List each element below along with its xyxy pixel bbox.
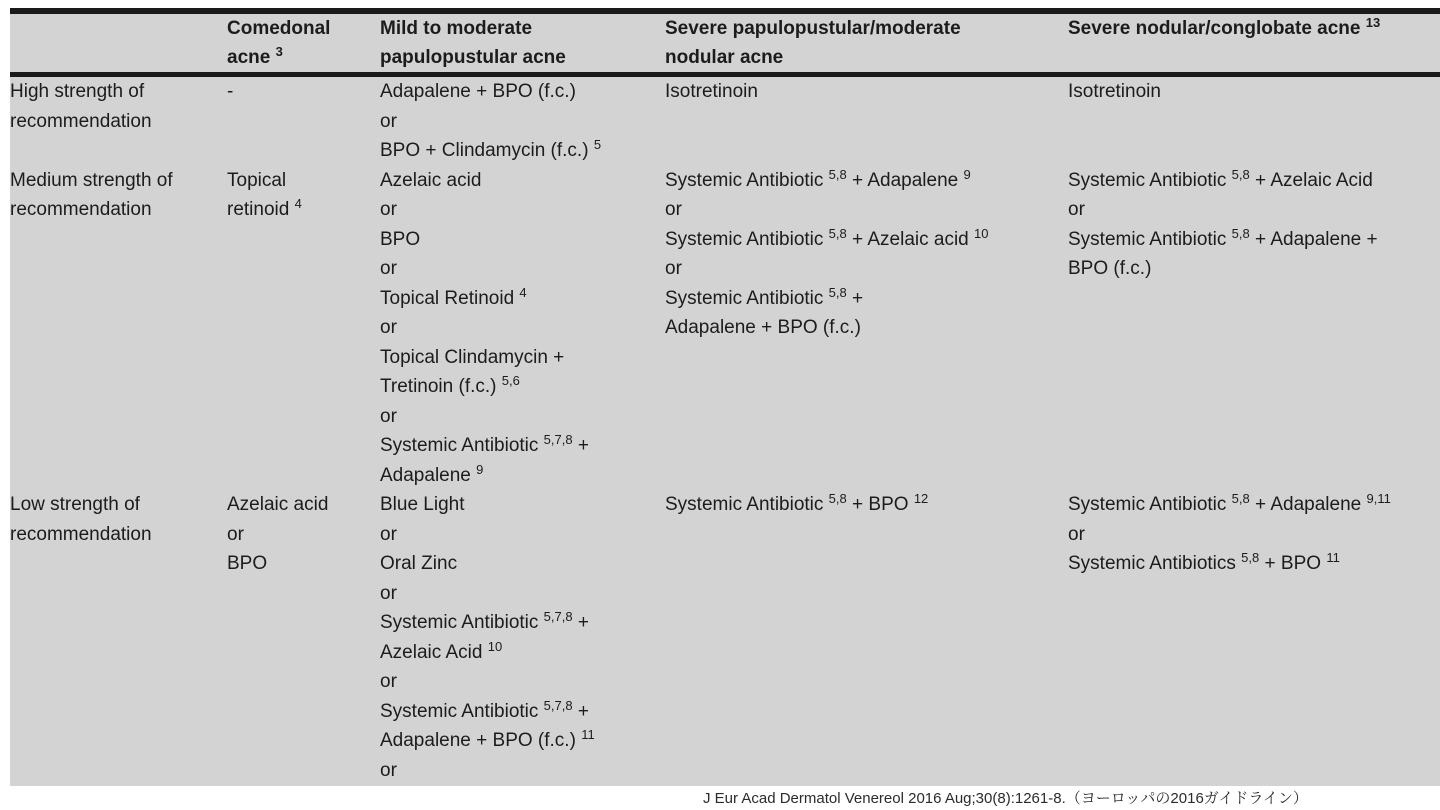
treatment-cell: Topical retinoid $^4$ xyxy=(227,169,302,220)
column-header-3: Severe papulopustular/moderate nodular acne xyxy=(665,14,1068,75)
treatment-cell: Systemic Antibiotic $^{5,8}$ + BPO $^{12}$ xyxy=(665,491,929,515)
treatment-cell: Isotretinoin xyxy=(1068,81,1161,102)
row-label: High strength of recommendation xyxy=(10,81,152,132)
table-header-row xyxy=(10,14,1440,75)
treatment-cell: Isotretinoin xyxy=(665,81,758,102)
column-header-1: Comedonal acne $^3$ xyxy=(227,14,380,75)
treatment-cell: Adapalene + BPO (f.c.) or BPO + Clindamycin (f.c.) $^5$ xyxy=(380,81,602,161)
treatment-cell: Blue Light or Oral Zinc or Systemic Antibiotic $^{5,7,8}$ + Azelaic Acid $^{10}$ or Systemic Antibiotic $^{5,7,8}$ + Adapalene + BPO (f.c.) $^{11}$ or xyxy=(380,494,595,781)
table-row xyxy=(10,75,1440,166)
treatment-cell: Azelaic acid or BPO or Topical Retinoid $^4$ or Topical Clindamycin + Tretinoin (f.c.) $^{5,6}$ or Systemic Antibiotic $^{5,7,8}$ + Adapalene $^9$ xyxy=(380,169,589,486)
citation-text: J Eur Acad Dermatol Venereol 2016 Aug;30(8):1261-8.（ヨーロッパの2016ガイドライン） xyxy=(703,790,1308,807)
treatment-cell: Systemic Antibiotic $^{5,8}$ + Azelaic Acid or Systemic Antibiotic $^{5,8}$ + Adapalene + BPO (f.c.) xyxy=(1068,166,1378,279)
treatment-cell: Systemic Antibiotic $^{5,8}$ + Adapalene $^{9,11}$ or Systemic Antibiotics $^{5,8}$ + BPO $^{11}$ xyxy=(1068,491,1391,574)
column-header-2: Mild to moderate papulopustular acne xyxy=(380,14,665,75)
row-label: Medium strength of recommendation xyxy=(10,169,173,220)
acne-treatment-table xyxy=(10,14,1440,785)
treatment-cell: Azelaic acid or BPO xyxy=(227,494,329,574)
table-body xyxy=(10,75,1440,786)
row-label: Low strength of recommendation xyxy=(10,494,152,545)
column-header-4: Severe nodular/conglobate acne $^{13}$ xyxy=(1068,14,1440,75)
treatment-cell: - xyxy=(227,81,234,102)
column-header-0 xyxy=(10,14,227,75)
table-row xyxy=(10,166,1440,491)
acne-treatment-table-container xyxy=(10,8,1440,786)
table-row xyxy=(10,490,1440,785)
treatment-cell: Systemic Antibiotic $^{5,8}$ + Adapalene $^9$ or Systemic Antibiotic $^{5,8}$ + Azelaic acid $^{10}$ or Systemic Antibiotic $^{5,8}$ + Adapalene + BPO (f.c.) xyxy=(665,166,989,338)
